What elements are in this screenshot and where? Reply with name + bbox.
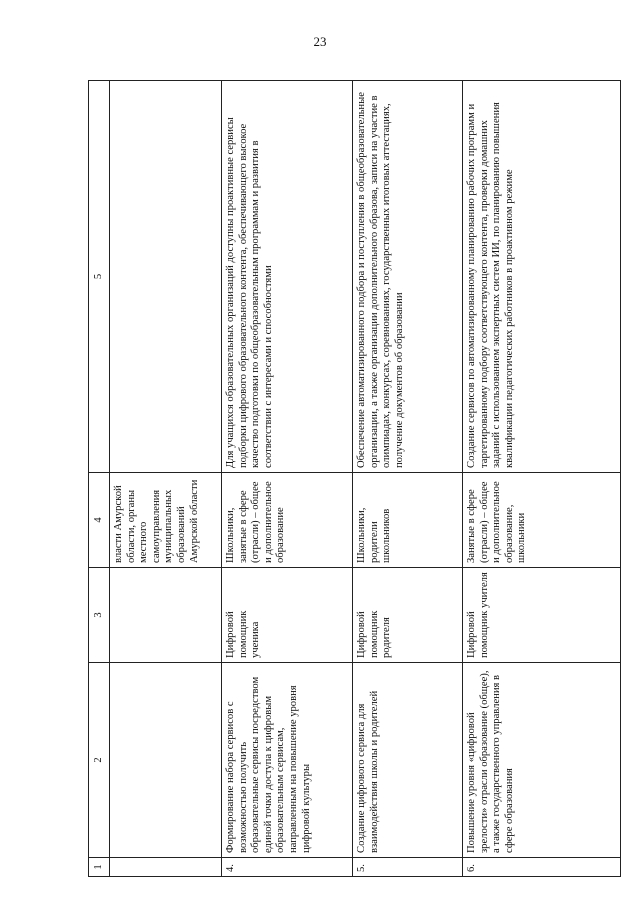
- result-cell: Обеспечение автоматизированного подбора и поступления в общеобразовательные организации, а также организации дополнительного образова, записи на участие в олимпиадах, конкурсах, соревнованиях, государственных итоговых аттестациях, получение документов об образовании: [353, 81, 463, 473]
- measure-cell: Формирование набора сервисов с возможностью получить образовательные сервисы посредством единой точки доступа к цифровым образовательным сервисам, направленным на повышение уровня цифровой культуры: [222, 663, 353, 858]
- column-number-cell: 1: [89, 858, 110, 877]
- column-number-cell: 5: [89, 81, 110, 473]
- table-header-row: [89, 81, 110, 877]
- service-cell: Цифровой помощник родителя: [353, 568, 463, 663]
- service-cell: Цифровой помощник ученика: [222, 568, 353, 663]
- column-number-cell: 3: [89, 568, 110, 663]
- result-cell: [110, 81, 222, 473]
- table-row: [353, 81, 463, 877]
- row-number-cell: 6.: [463, 858, 621, 877]
- rotated-table-container: [88, 81, 621, 877]
- measures-table: [88, 80, 621, 877]
- measure-cell: Создание цифрового сервиса для взаимодействия школы и родителей: [353, 663, 463, 858]
- service-cell: Цифровой помощник учителя: [463, 568, 621, 663]
- row-number-cell: [110, 858, 222, 877]
- column-number-cell: 4: [89, 473, 110, 568]
- table-row: [222, 81, 353, 877]
- table-row: [463, 81, 621, 877]
- table-row: [110, 81, 222, 877]
- audience-cell: власти Амурской области, органы местного самоуправления муниципальных образований Амурской области: [110, 473, 222, 568]
- column-number-cell: 2: [89, 663, 110, 858]
- service-cell: [110, 568, 222, 663]
- audience-cell: Школьники, родители школьников: [353, 473, 463, 568]
- row-number-cell: 4.: [222, 858, 353, 877]
- measure-cell: Повышение уровня «цифровой зрелости» отрасли образование (общее), а также государственного управления в сфере образования: [463, 663, 621, 858]
- audience-cell: Занятые в сфере (отрасли) – общее и дополнительное образование, школьники: [463, 473, 621, 568]
- page-number: 23: [313, 34, 327, 49]
- row-number-cell: 5.: [353, 858, 463, 877]
- result-cell: Для учащихся образовательных организаций доступны проактивные сервисы подборки цифрового образовательного контента, обеспечивающего высокое качество подготовки по общеобразовательным программам и развития в соответствии с интересами и способностями: [222, 81, 353, 473]
- measure-cell: [110, 663, 222, 858]
- audience-cell: Школьники, занятые в сфере (отрасли) – общее и дополнительное образование: [222, 473, 353, 568]
- result-cell: Создание сервисов по автоматизированному планированию рабочих программ и таргетированному подбору соответствующего контента, проверки домашних заданий с использованием экспертных систем ИИ, по планированию повышения квалификации педагогических работников в проактивном режиме: [463, 81, 621, 473]
